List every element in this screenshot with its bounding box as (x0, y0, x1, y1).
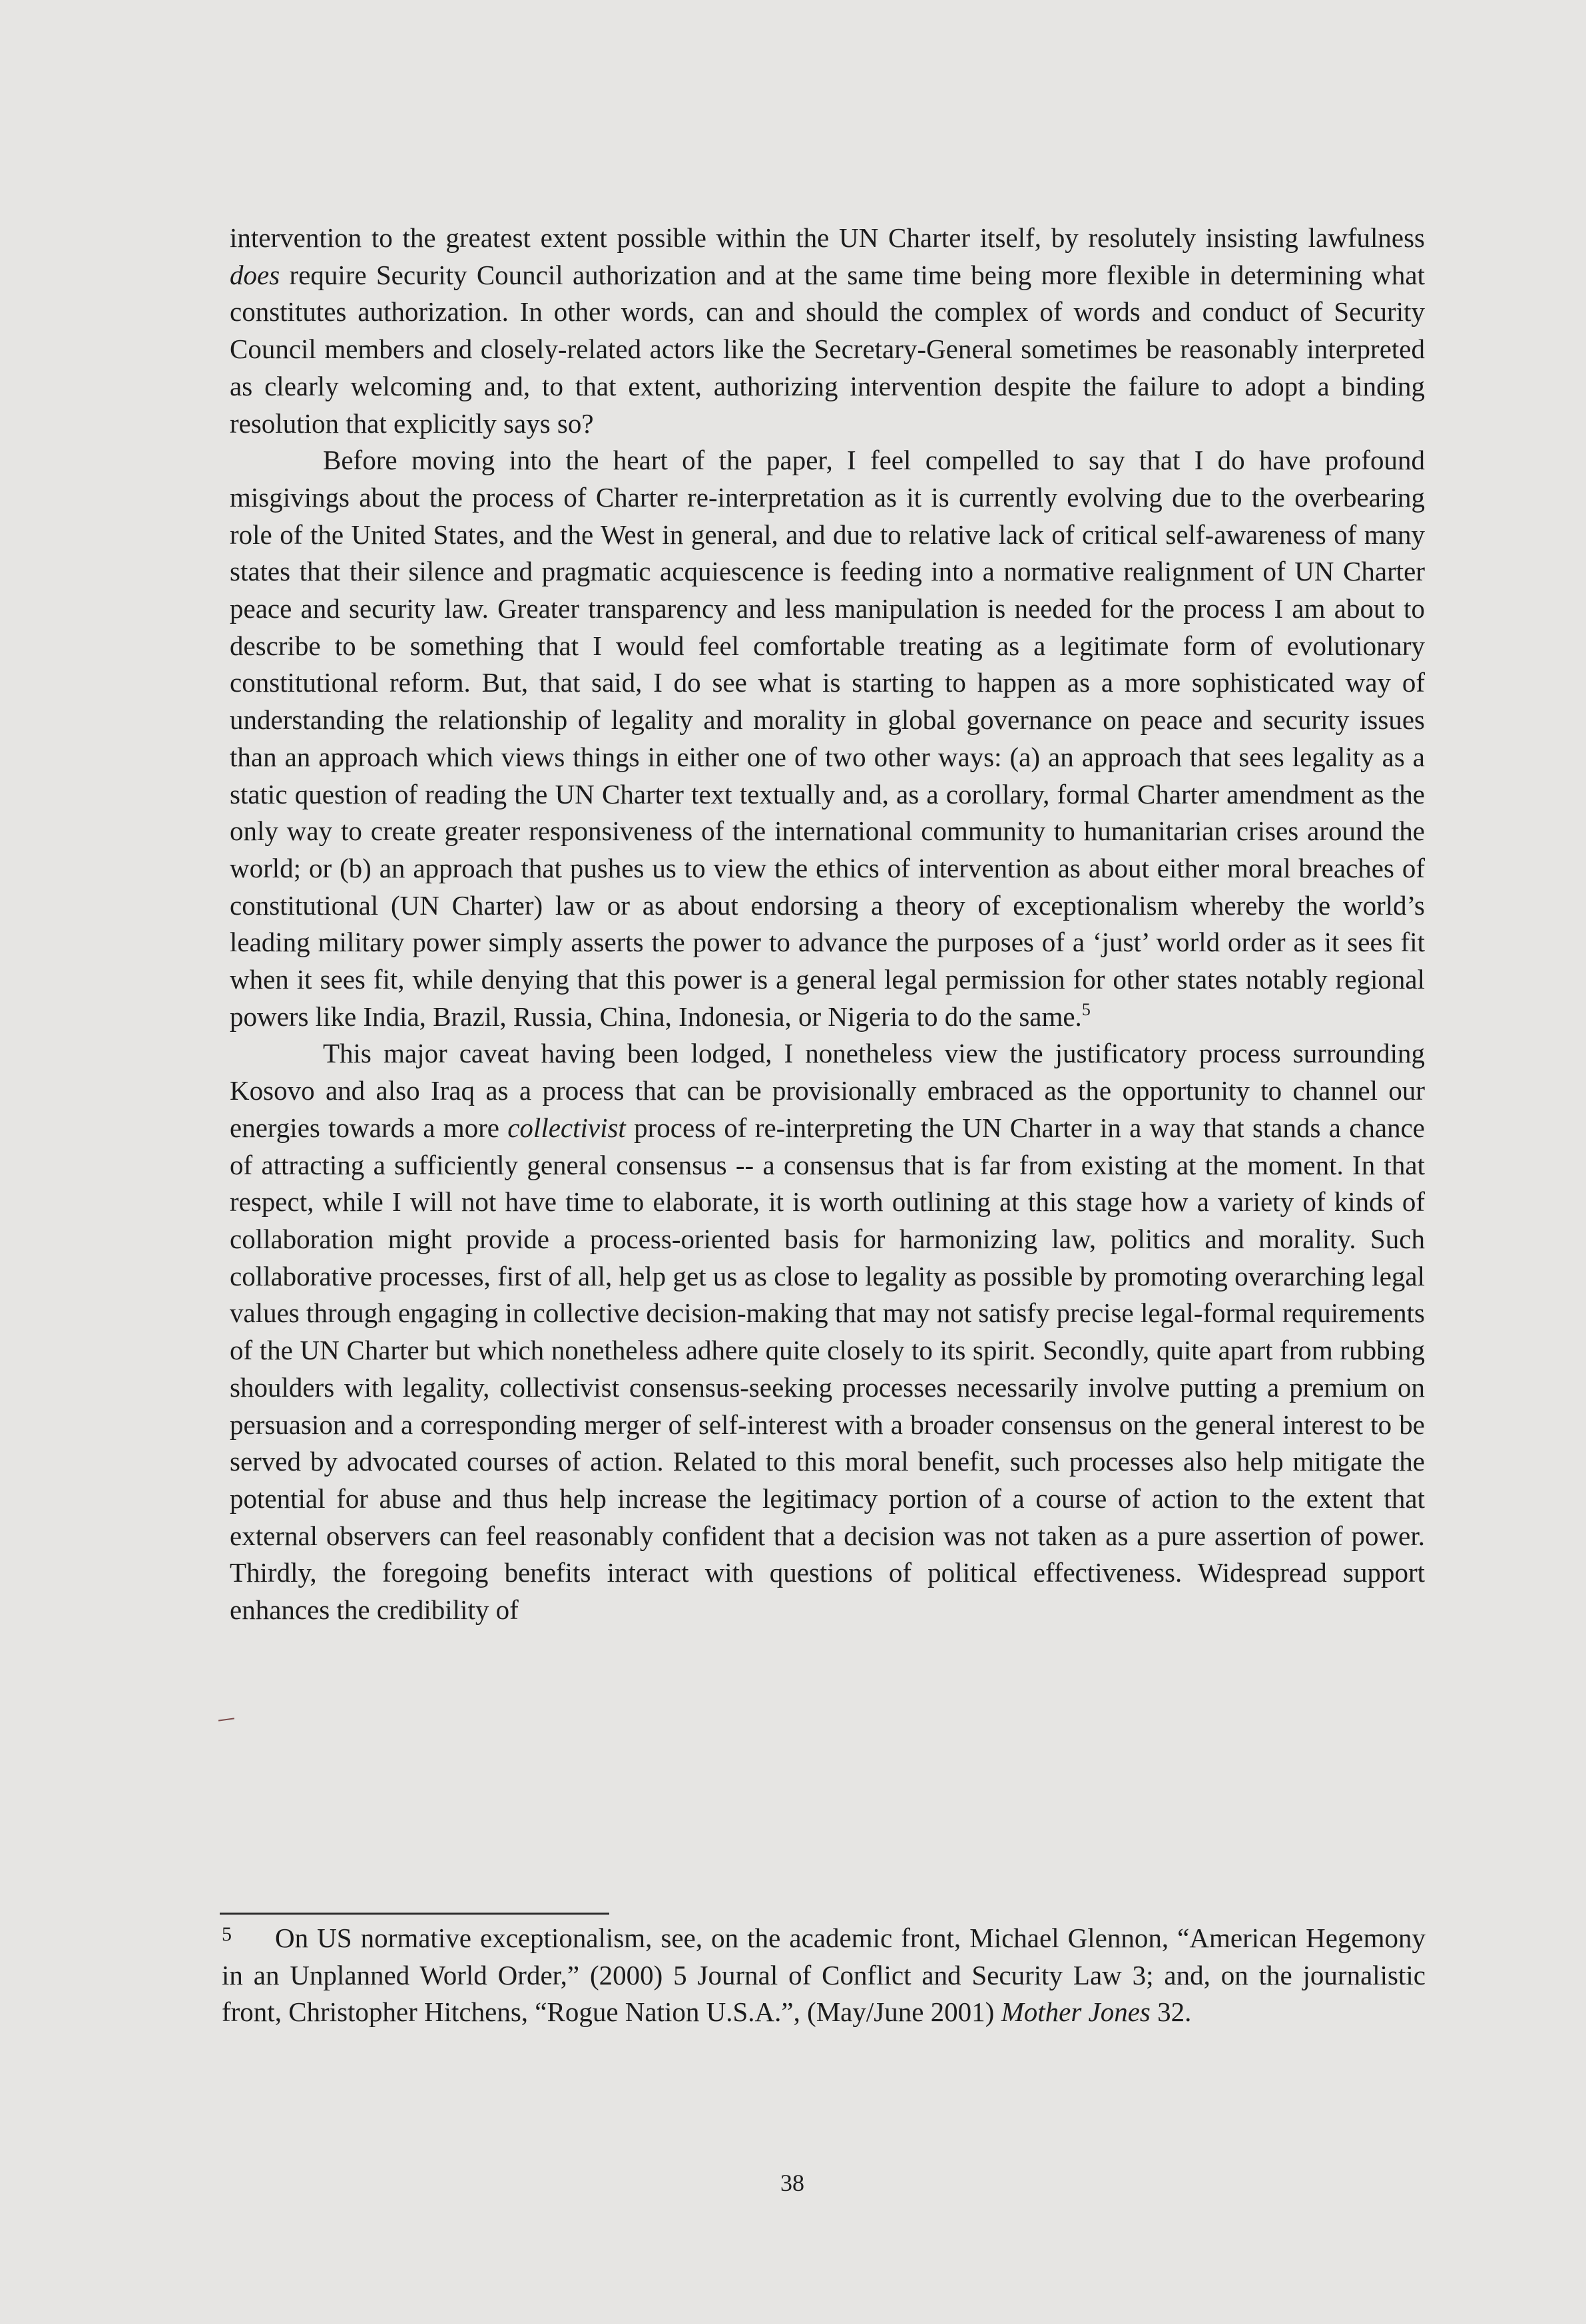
body-text (230, 220, 1425, 1629)
paragraph-2-text: Before moving into the heart of the paper, I feel compelled to say that I do have profound misgivings about the process of Charter re-interpretation as it is currently evolving due to the overbearing role of the United States, and the West in general, and due to relative lack of critical self-awareness of many states that their silence and pragmatic acquiescence is feeding into a normative realignment of UN Charter peace and security law. Greater transparency and less manipulation is needed for the process I am about to describe to be something that I would feel comfortable treating as a legitimate form of evolutionary constitutional reform. But, that said, I do see what is starting to happen as a more sophisticated way of understanding the relationship of legality and morality in global governance on peace and security issues than an approach which views things in either one of two other ways: (a) an approach that sees legality as a static question of reading the UN Charter text textually and, as a corollary, formal Charter amendment as the only way to create greater responsiveness of the international community to humanitarian crises around the world; or (b) an approach that pushes us to view the ethics of intervention as about either moral breaches of constitutional (UN Charter) law or as about endorsing a theory of exceptionalism whereby the world’s leading military power simply asserts the power to advance the purposes of a ‘just’ world order as it sees fit when it sees fit, while denying that this power is a general legal permission for other states notably regional powers like India, Brazil, Russia, China, Indonesia, or Nigeria to do the same. (230, 445, 1425, 1032)
paragraph-2 (230, 442, 1425, 1035)
footnote-number: 5 (222, 1923, 232, 1945)
footnote-emphasis: Mother Jones (1001, 1996, 1151, 2027)
footnote-reference: 5 (1081, 999, 1091, 1019)
footnote-text-b: 32. (1150, 1996, 1192, 2027)
footnote-divider (220, 1913, 609, 1915)
footnote (222, 1916, 1426, 2031)
paragraph-1 (230, 220, 1425, 442)
paragraph-3-text-b: process of re-interpreting the UN Charter in a way that stands a chance of attracting a sufficiently general consensus -- a consensus that is far from existing at the moment. In that respect, while I will not have time to elaborate, it is worth outlining at this stage how a variety of kinds of collaboration might provide a process-oriented basis for harmonizing law, politics and morality. Such collaborative processes, first of all, help get us as close to legality as possible by promoting overarching legal values through engaging in collective decision-making that may not satisfy precise legal-formal requirements of the UN Charter but which nonetheless adhere quite closely to its spirit. Secondly, quite apart from rubbing shoulders with legality, collectivist consensus-seeking processes necessarily involve putting a premium on persuasion and a corresponding merger of self-interest with a broader consensus on the general interest to be served by advocated courses of action. Related to this moral benefit, such processes also help mitigate the potential for abuse and thus help increase the legitimacy portion of a course of action to the extent that external observers can feel reasonably confident that a decision was not taken as a pure assertion of power. Thirdly, the foregoing benefits interact with questions of political effectiveness. Widespread support enhances the credibility of (230, 1112, 1425, 1626)
paragraph-3-emphasis: collectivist (507, 1112, 626, 1143)
paragraph-1-emphasis: does (230, 259, 280, 290)
footnote-text-a: On US normative exceptionalism, see, on the academic front, Michael Glennon, “American Hegemony in an Unplanned World Order,” (2000) 5 Journal of Conflict and Security Law 3; and, on the journalistic front, Christopher Hitchens, “Rogue Nation U.S.A.”, (May/June 2001) (222, 1923, 1426, 2027)
paragraph-3 (230, 1035, 1425, 1628)
page-number: 38 (780, 2170, 804, 2196)
paragraph-1-text-a: intervention to the greatest extent possible within the UN Charter itself, by resolutely insisting lawfulness (230, 222, 1425, 253)
pen-mark (218, 1718, 234, 1721)
paragraph-3-text-a: This major caveat having been lodged, I nonetheless view the justificatory process surrounding Kosovo and also Iraq as a process that can be provisionally embraced as the opportunity to channel our energies towards a more (230, 1038, 1425, 1143)
paragraph-1-text-b: require Security Council authorization and at the same time being more flexible in determining what constitutes authorization. In other words, can and should the complex of words and conduct of Security Council members and closely-related actors like the Secretary-General sometimes be reasonably interpreted as clearly welcoming and, to that extent, authorizing intervention despite the failure to adopt a binding resolution that explicitly says so? (230, 259, 1425, 439)
